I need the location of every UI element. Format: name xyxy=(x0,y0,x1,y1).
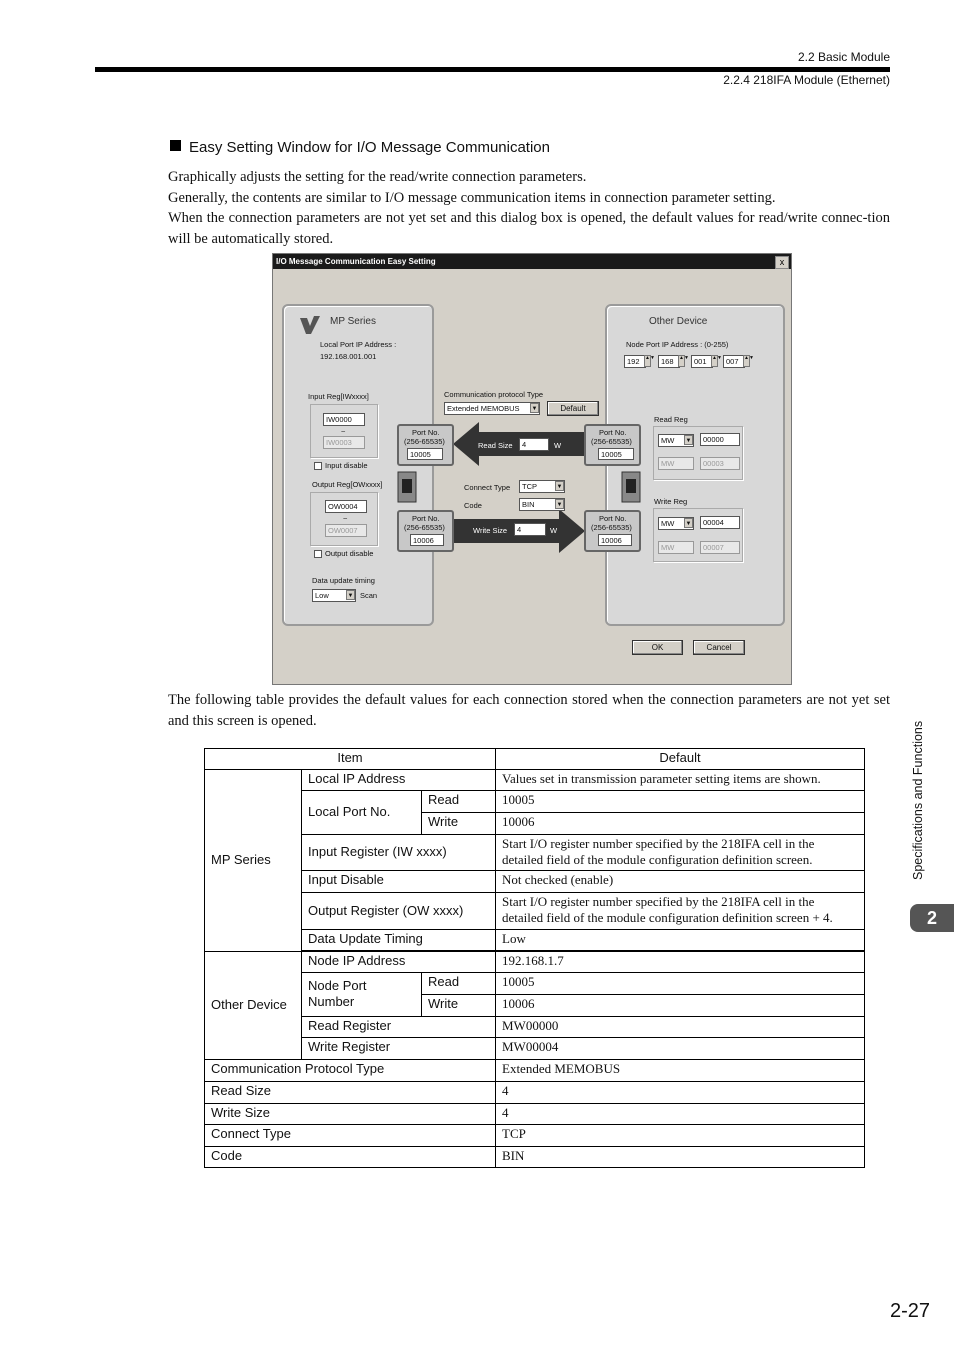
connect-type-select[interactable]: TCP xyxy=(519,480,565,493)
remote-read-port-box: Port No. (256-65535) 10005 xyxy=(584,424,641,466)
output-reg-end-field: OW0007 xyxy=(325,524,367,537)
side-chapter-title: Specifications and Functions xyxy=(911,720,925,880)
intro-paragraph-1: Graphically adjusts the setting for the read/write connection parameters. xyxy=(168,169,587,185)
cancel-button[interactable]: Cancel xyxy=(693,640,745,655)
read-reg-end-field: 00003 xyxy=(700,457,740,470)
local-port-read-cell: Read xyxy=(422,791,496,813)
read-size-unit: W xyxy=(554,441,562,450)
write-reg-type-select[interactable]: MW xyxy=(658,517,694,530)
chevron-down-icon[interactable]: ▼ xyxy=(555,481,564,491)
local-write-port-box: Port No. (256-65535) 10006 xyxy=(397,510,454,552)
read-reg-type2-field: MW xyxy=(658,457,694,470)
local-ip-label: Local Port IP Address : xyxy=(320,340,397,349)
protocol-label: Communication protocol Type xyxy=(444,390,544,399)
ip-octet-1-spin-icon[interactable]: ▲▼ xyxy=(644,355,651,367)
ip-octet-2-field[interactable]: 168 xyxy=(658,355,680,368)
other-device-title: Other Device xyxy=(649,316,708,327)
table-header-item: Item xyxy=(205,749,496,770)
ip-octet-3-spin-icon[interactable]: ▲▼ xyxy=(711,355,718,367)
local-ip-value: 192.168.001.001 xyxy=(320,352,377,361)
local-ip-default: Values set in transmission parameter setting items are shown. xyxy=(496,770,865,791)
default-button[interactable]: Default xyxy=(547,401,599,416)
defaults-table xyxy=(204,748,865,1168)
square-bullet-icon xyxy=(170,140,181,151)
scan-label: Scan xyxy=(360,591,378,600)
local-read-port-field[interactable]: 10005 xyxy=(407,448,443,460)
write-reg-label: Write Reg xyxy=(654,497,688,506)
node-ip-label: Node Port IP Address : (0-255) xyxy=(626,340,729,349)
ok-button[interactable]: OK xyxy=(632,640,683,655)
protocol-type-default: Extended MEMOBUS xyxy=(496,1060,865,1082)
write-register-default: MW00004 xyxy=(496,1038,865,1060)
read-register-default: MW00000 xyxy=(496,1017,865,1038)
connect-type-default: TCP xyxy=(496,1125,865,1147)
output-disable-label: Output disable xyxy=(325,549,374,558)
input-reg-end-field: IW0003 xyxy=(323,436,365,449)
input-reg-label: Input Reg[IWxxxx] xyxy=(308,392,369,401)
chevron-down-icon[interactable]: ▼ xyxy=(530,403,539,413)
node-port-read-default: 10005 xyxy=(496,973,865,995)
write-register-cell: Write Register xyxy=(302,1038,496,1060)
write-reg-type2-field: MW xyxy=(658,541,694,554)
input-disable-checkbox[interactable] xyxy=(314,462,322,470)
intro-paragraph-3: When the connection parameters are not yet set and this dialog box is opened, the default values for read/write connec-tion will be automatically stored. xyxy=(168,210,890,247)
easy-setting-dialog xyxy=(272,253,792,685)
input-register-default: Start I/O register number specified by the 218IFA cell in the detailed field of the module configuration definition screen. xyxy=(496,835,865,871)
code-cell: Code xyxy=(205,1147,496,1168)
local-port-read-default: 10005 xyxy=(496,791,865,813)
close-icon[interactable]: x xyxy=(775,256,789,269)
dialog-title-bar: I/O Message Communication Easy Setting xyxy=(273,254,791,269)
network-port-icon xyxy=(621,471,641,503)
read-size-label: Read Size xyxy=(478,441,513,450)
running-header-section: 2.2 Basic Module xyxy=(797,50,890,64)
node-ip-cell: Node IP Address xyxy=(302,952,496,973)
read-size-default: 4 xyxy=(496,1082,865,1104)
section-heading: Easy Setting Window for I/O Message Communication xyxy=(170,139,550,156)
write-size-cell: Write Size xyxy=(205,1104,496,1125)
local-port-cell: Local Port No. xyxy=(302,791,422,835)
write-size-unit: W xyxy=(550,526,558,535)
chevron-down-icon[interactable]: ▼ xyxy=(346,590,355,600)
ip-octet-2-spin-icon[interactable]: ▲▼ xyxy=(678,355,685,367)
node-ip-default: 192.168.1.7 xyxy=(496,952,865,973)
output-disable-checkbox[interactable] xyxy=(314,550,322,558)
intro-paragraph-2: Generally, the contents are similar to I/O message communication items in connection parameter setting. xyxy=(168,190,776,206)
connect-type-cell: Connect Type xyxy=(205,1125,496,1147)
header-rule xyxy=(95,67,890,72)
local-write-port-field[interactable]: 10006 xyxy=(410,534,444,546)
mp-series-title: MP Series xyxy=(330,316,376,327)
ip-octet-1-field[interactable]: 192 xyxy=(624,355,646,368)
protocol-select[interactable]: Extended MEMOBUS xyxy=(444,402,540,415)
mp-series-group-cell: MP Series xyxy=(205,770,302,952)
code-label: Code xyxy=(464,501,482,510)
input-reg-tilde: ~ xyxy=(341,427,346,436)
read-register-cell: Read Register xyxy=(302,1017,496,1038)
read-size-cell: Read Size xyxy=(205,1082,496,1104)
ip-octet-4-spin-icon[interactable]: ▲▼ xyxy=(743,355,750,367)
node-port-write-default: 10006 xyxy=(496,995,865,1017)
data-update-default: Low xyxy=(496,930,865,951)
running-header-subsection: 2.2.4 218IFA Module (Ethernet) xyxy=(723,73,890,87)
chevron-down-icon[interactable]: ▼ xyxy=(684,518,693,528)
ip-octet-4-field[interactable]: 007 xyxy=(723,355,745,368)
input-reg-start-field[interactable]: IW0000 xyxy=(323,413,365,426)
read-reg-label: Read Reg xyxy=(654,415,688,424)
connect-type-label: Connect Type xyxy=(464,483,511,492)
remote-write-port-field[interactable]: 10006 xyxy=(598,534,632,546)
data-update-cell: Data Update Timing xyxy=(302,930,496,951)
page-number: 2-27 xyxy=(889,1300,930,1322)
data-update-select[interactable]: Low xyxy=(312,589,356,602)
write-reg-end-field: 00007 xyxy=(700,541,740,554)
chevron-down-icon[interactable]: ▼ xyxy=(555,499,564,509)
local-port-write-default: 10006 xyxy=(496,813,865,835)
write-reg-start-field[interactable]: 00004 xyxy=(700,516,740,529)
other-device-group-cell: Other Device xyxy=(205,952,302,1060)
local-port-write-cell: Write xyxy=(422,813,496,835)
input-register-cell: Input Register (IW xxxx) xyxy=(302,835,496,871)
read-size-field[interactable]: 4 xyxy=(519,438,549,451)
local-read-port-box: Port No. (256-65535) 10005 xyxy=(397,424,454,466)
write-size-label: Write Size xyxy=(473,526,508,535)
code-default: BIN xyxy=(496,1147,865,1168)
local-ip-cell: Local IP Address xyxy=(302,770,496,791)
write-size-field[interactable]: 4 xyxy=(514,523,546,536)
data-update-label: Data update timing xyxy=(312,576,375,585)
ip-octet-3-field[interactable]: 001 xyxy=(691,355,713,368)
protocol-type-cell: Communication Protocol Type xyxy=(205,1060,496,1082)
node-port-cell: Node Port Number xyxy=(302,973,422,1017)
table-header-default: Default xyxy=(496,749,865,770)
input-disable-label: Input disable xyxy=(325,461,368,470)
input-disable-default: Not checked (enable) xyxy=(496,871,865,893)
chapter-tab: 2 xyxy=(910,904,954,932)
remote-write-port-box: Port No. (256-65535) 10006 xyxy=(584,510,641,552)
output-register-cell: Output Register (OW xxxx) xyxy=(302,893,496,930)
read-reg-type-select[interactable]: MW xyxy=(658,434,694,447)
output-reg-start-field[interactable]: OW0004 xyxy=(325,500,367,513)
read-reg-start-field[interactable]: 00000 xyxy=(700,433,740,446)
table-intro: The following table provides the default values for each connection stored when the connection parameters are not yet set and this screen is opened. xyxy=(168,692,890,729)
code-select[interactable]: BIN xyxy=(519,498,565,511)
network-port-icon xyxy=(397,471,417,503)
yaskawa-logo-icon xyxy=(300,316,320,334)
chevron-down-icon[interactable]: ▼ xyxy=(684,435,693,445)
node-port-write-cell: Write xyxy=(422,995,496,1017)
output-register-default: Start I/O register number specified by the 218IFA cell in the detailed field of the module configuration definition screen + 4. xyxy=(496,893,865,930)
output-reg-label: Output Reg[OWxxxx] xyxy=(312,480,383,489)
node-port-read-cell: Read xyxy=(422,973,496,995)
input-disable-cell: Input Disable xyxy=(302,871,496,893)
write-size-default: 4 xyxy=(496,1104,865,1125)
output-reg-tilde: ~ xyxy=(343,514,348,523)
remote-read-port-field[interactable]: 10005 xyxy=(598,448,634,460)
